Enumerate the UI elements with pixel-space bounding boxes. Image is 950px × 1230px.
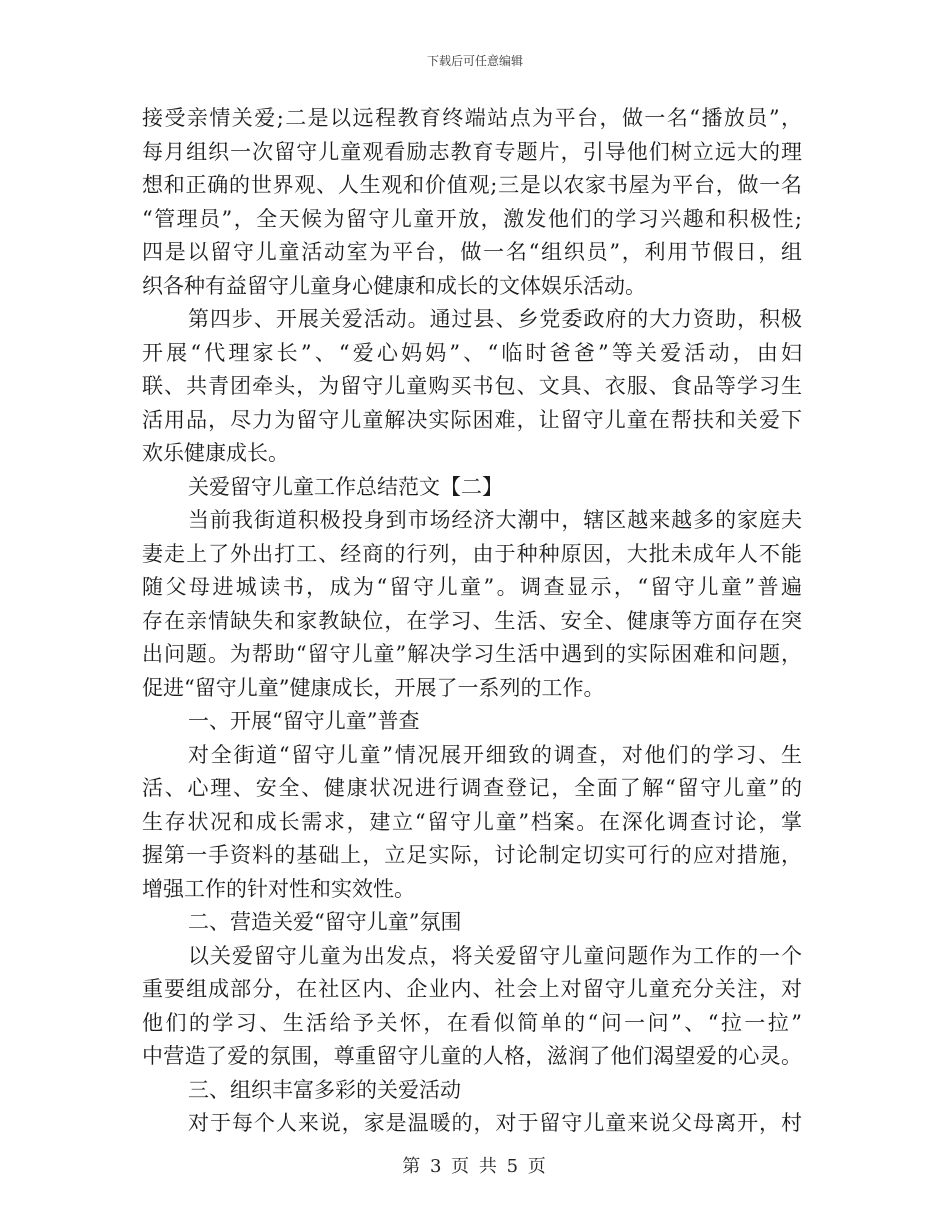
body-line: 接受亲情关爱;二是以远程教育终端站点为平台，做一名“播放员”， <box>142 106 802 130</box>
body-line: 活用品，尽力为留守儿童解决实际困难，让留守儿童在帮扶和关爱下 <box>142 407 802 432</box>
body-line: 妻走上了外出打工、经商的行列，由于种种原因，大批未成年人不能 <box>142 541 802 566</box>
paragraph-first-line: 以关爱留守儿童为出发点，将关爱留守儿童问题作为工作的一个 <box>188 943 802 968</box>
body-line: 增强工作的针对性和实效性。 <box>142 876 415 901</box>
subsection-heading: 一、开展“留守儿童”普查 <box>188 709 420 733</box>
body-line: 四是以留守儿童活动室为平台，做一名“组织员”，利用节假日，组 <box>142 240 802 264</box>
body-line: 中营造了爱的氛围，尊重留守儿童的人格，滋润了他们渴望爱的心灵。 <box>142 1044 802 1068</box>
body-line: 开展“代理家长”、“爱心妈妈”、“临时爸爸”等关爱活动，由妇 <box>142 340 802 365</box>
body-line: 促进“留守儿童”健康成长，开展了一系列的工作。 <box>142 675 605 700</box>
body-line: 生存状况和成长需求，建立“留守儿童”档案。在深化调查讨论，掌 <box>142 809 802 834</box>
body-line: 织各种有益留守儿童身心健康和成长的文体娱乐活动。 <box>142 273 646 298</box>
body-line: 握第一手资料的基础上，立足实际，讨论制定切实可行的应对措施， <box>142 843 802 867</box>
page-header: 下载后可任意编辑 <box>426 54 523 68</box>
subsection-heading: 二、营造关爱“留守儿童”氛围 <box>188 910 462 934</box>
body-line: 欢乐健康成长。 <box>142 441 289 465</box>
paragraph-first-line: 第四步、开展关爱活动。通过县、乡党委政府的大力资助，积极 <box>188 307 802 331</box>
paragraph-first-line: 对全街道“留守儿童”情况展开细致的调查，对他们的学习、生 <box>188 742 802 767</box>
page-footer: 第 3 页 共 5 页 <box>402 1156 548 1177</box>
paragraph-first-line: 当前我街道积极投身到市场经济大潮中，辖区越来越多的家庭夫 <box>188 508 802 532</box>
subsection-heading: 三、组织丰富多彩的关爱活动 <box>188 1077 461 1102</box>
body-line: 重要组成部分，在社区内、企业内、社会上对留守儿童充分关注，对 <box>142 977 802 1001</box>
body-line: “管理员”，全天候为留守儿童开放，激发他们的学习兴趣和积极性; <box>142 206 802 231</box>
body-line: 每月组织一次留守儿童观看励志教育专题片，引导他们树立远大的理 <box>142 139 802 164</box>
document-body <box>142 102 802 1141</box>
body-line: 想和正确的世界观、人生观和价值观;三是以农家书屋为平台，做一名 <box>142 173 802 197</box>
body-line: 活、心理、安全、健康状况进行调查登记，全面了解“留守儿童”的 <box>142 776 802 800</box>
section-title: 关爱留守儿童工作总结范文【二】 <box>188 474 503 499</box>
body-line: 存在亲情缺失和家教缺位，在学习、生活、安全、健康等方面存在突 <box>142 608 802 633</box>
body-line: 联、共青团牵头，为留守儿童购买书包、文具、衣服、食品等学习生 <box>142 374 802 398</box>
body-line: 他们的学习、生活给予关怀，在看似简单的“问一问”、“拉一拉” <box>142 1010 802 1035</box>
body-line: 随父母进城读书，成为“留守儿童”。调查显示，“留守儿童”普遍 <box>142 575 802 599</box>
paragraph-first-line: 对于每个人来说，家是温暖的，对于留守儿童来说父母离开，村 <box>188 1111 802 1135</box>
body-line: 出问题。为帮助“留守儿童”解决学习生活中遇到的实际困难和问题， <box>142 642 802 666</box>
